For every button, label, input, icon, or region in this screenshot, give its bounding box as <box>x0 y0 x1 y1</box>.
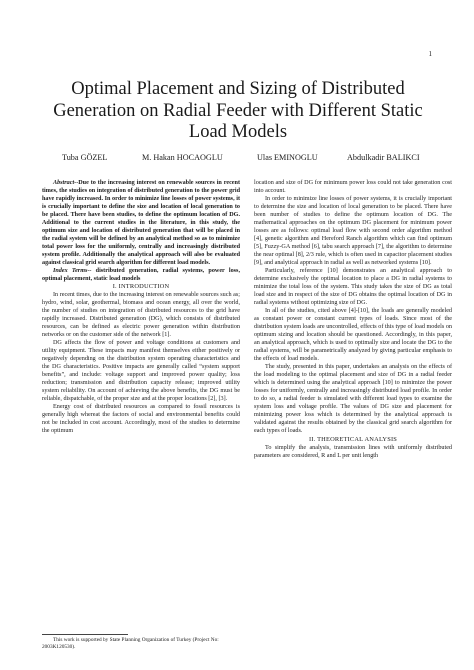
paper-title: Optimal Placement and Sizing of Distributed Generation on Radial Feeder with Different Static Load Models <box>53 79 423 142</box>
author-name: Abdulkadir BALIKCI <box>347 153 420 162</box>
paragraph: Particularly, reference [10] demonstrates an analytical approach to determine exclusively the optimal location to place a DG in radial systems to minimize the total loss of the system. This study takes the size of DG as total load size and in respect of the size of DG obtains the optimal location of DG in radial systems without optimizing size of DG. <box>254 268 452 307</box>
author-list <box>62 153 434 165</box>
abstract-label: Abstract <box>53 180 75 186</box>
paragraph: In all of the studies, cited above [4]-[10], the loads are generally modeled as constant power or constant current types of loads. Since most of the distribution system loads are uncontrolled, effects of this type of load models on optimum sizing and location should be questioned. Accordingly, in this paper, an analytical approach, which is used to optimally size and locate the DG to the radial systems, will be parametrically analyzed by giving particular emphasis to the effects of load models. <box>254 308 452 363</box>
paragraph: location and size of DG for minimum power loss could not take generation cost into account. <box>254 180 452 195</box>
footnote-divider <box>42 634 128 635</box>
author-name: Ulas EMINOGLU <box>257 153 318 162</box>
author-name: Tuba GÖZEL <box>62 153 108 162</box>
paragraph: To simplify the analysis, transmission lines with uniformly distributed parameters are considered, R and L per unit length <box>254 444 452 459</box>
paragraph: Energy cost of distributed resources as compared to fossil resources is generally high whereat the factors of social and environmental benefits could not be included in cost account. Accordingly, most of the studies to determine the optimum <box>42 404 240 435</box>
paragraph: DG affects the flow of power and voltage conditions at customers and utility equipment. These impacts may manifest themselves either positively or negatively depending on the distribution system operating characteristics and the DG characteristics. Positive impacts are generally called “system support benefits”, and include: voltage support and improved power quality; loss reduction; transmission and distribution capacity release; improved utility system reliability. On account of achieving the above benefits, the DG must be reliable, dispatchable, of the proper size and at the proper locations [2], [3]. <box>42 340 240 403</box>
left-column <box>42 179 240 436</box>
footnote <box>42 637 240 651</box>
page-number: 1 <box>428 50 432 58</box>
paragraph: The study, presented in this paper, undertakes an analysis on the effects of the load modeling to the optimal placement and size of DG in a radial feeder which is determined using the analytical approach [10] to minimize the power losses for uniformly, centrally and increasingly distributed load profile. In order to do so, a radial feeder is simulated with different load types to examine the system loss and voltage profile. The values of DG size and placement for minimizing power loss which is determined by the analytical approach is validated against the results obtained by the classical grid search algorithm for each types of loads. <box>254 364 452 435</box>
section-heading-theoretical-analysis: II. THEORETICAL ANALYSIS <box>308 435 398 443</box>
index-terms-text: -- distributed generation, radial systems, power loss, optimal placement, static load models <box>42 268 240 283</box>
footnote-text: This work is supported by State Planning Organization of Turkey (Project No: 2003K120530). <box>42 637 219 650</box>
abstract-text: --Due to the increasing interest on renewable sources in recent times, the studies on integration of distributed generation to the power grid have rapidly increased. In order to minimize line losses of power systems, it is crucially important to define the size and location of local generation to be placed. There have been studies, to define the optimum location of DG. Additional to the current studies in the literature, in this study, the optimum size and location of distributed generation that will be placed in the radial system will be defined by an analytical method so as to minimize total power loss for the uniformly, centrally and increasingly distributed system profile. Additionally the analytical approach will also be evaluated against classical grid search algorithm for different load models. <box>42 180 240 267</box>
index-terms-label: Index Terms <box>53 268 88 275</box>
index-terms <box>42 267 240 283</box>
right-column <box>254 179 452 460</box>
abstract <box>42 179 240 267</box>
section-heading-introduction: I. INTRODUCTION <box>112 283 170 291</box>
author-name: M. Hakan HOCAOGLU <box>142 153 223 162</box>
paragraph: In order to minimize line losses of power systems, it is crucially important to determine the size and location of local generation to be placed. There have been number of studies to define the optimum location of DG. The mathematical approaches on the optimum DG placement for minimum power losses are as follows: optimal load flow with second order algorithm method [4], genetic algorithm and Hereford Ranch algorithm which can find optimum [5], Fuzzy-GA method [6], tabu search approach [7], the algorithm to determine the near optimal [8], 2/3 rule, which is often used in capacitor placement studies [9], and analytical approach in radial as well as networked systems [10]. <box>254 196 452 267</box>
paragraph: In recent times, due to the increasing interest on renewable sources such as; hydro, wind, solar, geothermal, biomass and ocean energy, all over the world, the number of studies on integration of distributed resources to the grid have rapidly increased. Distributed generation (DG), which consists of distributed resources, can be defined as electric power generation within distribution networks or on the customer side of the network [1]. <box>42 292 240 339</box>
